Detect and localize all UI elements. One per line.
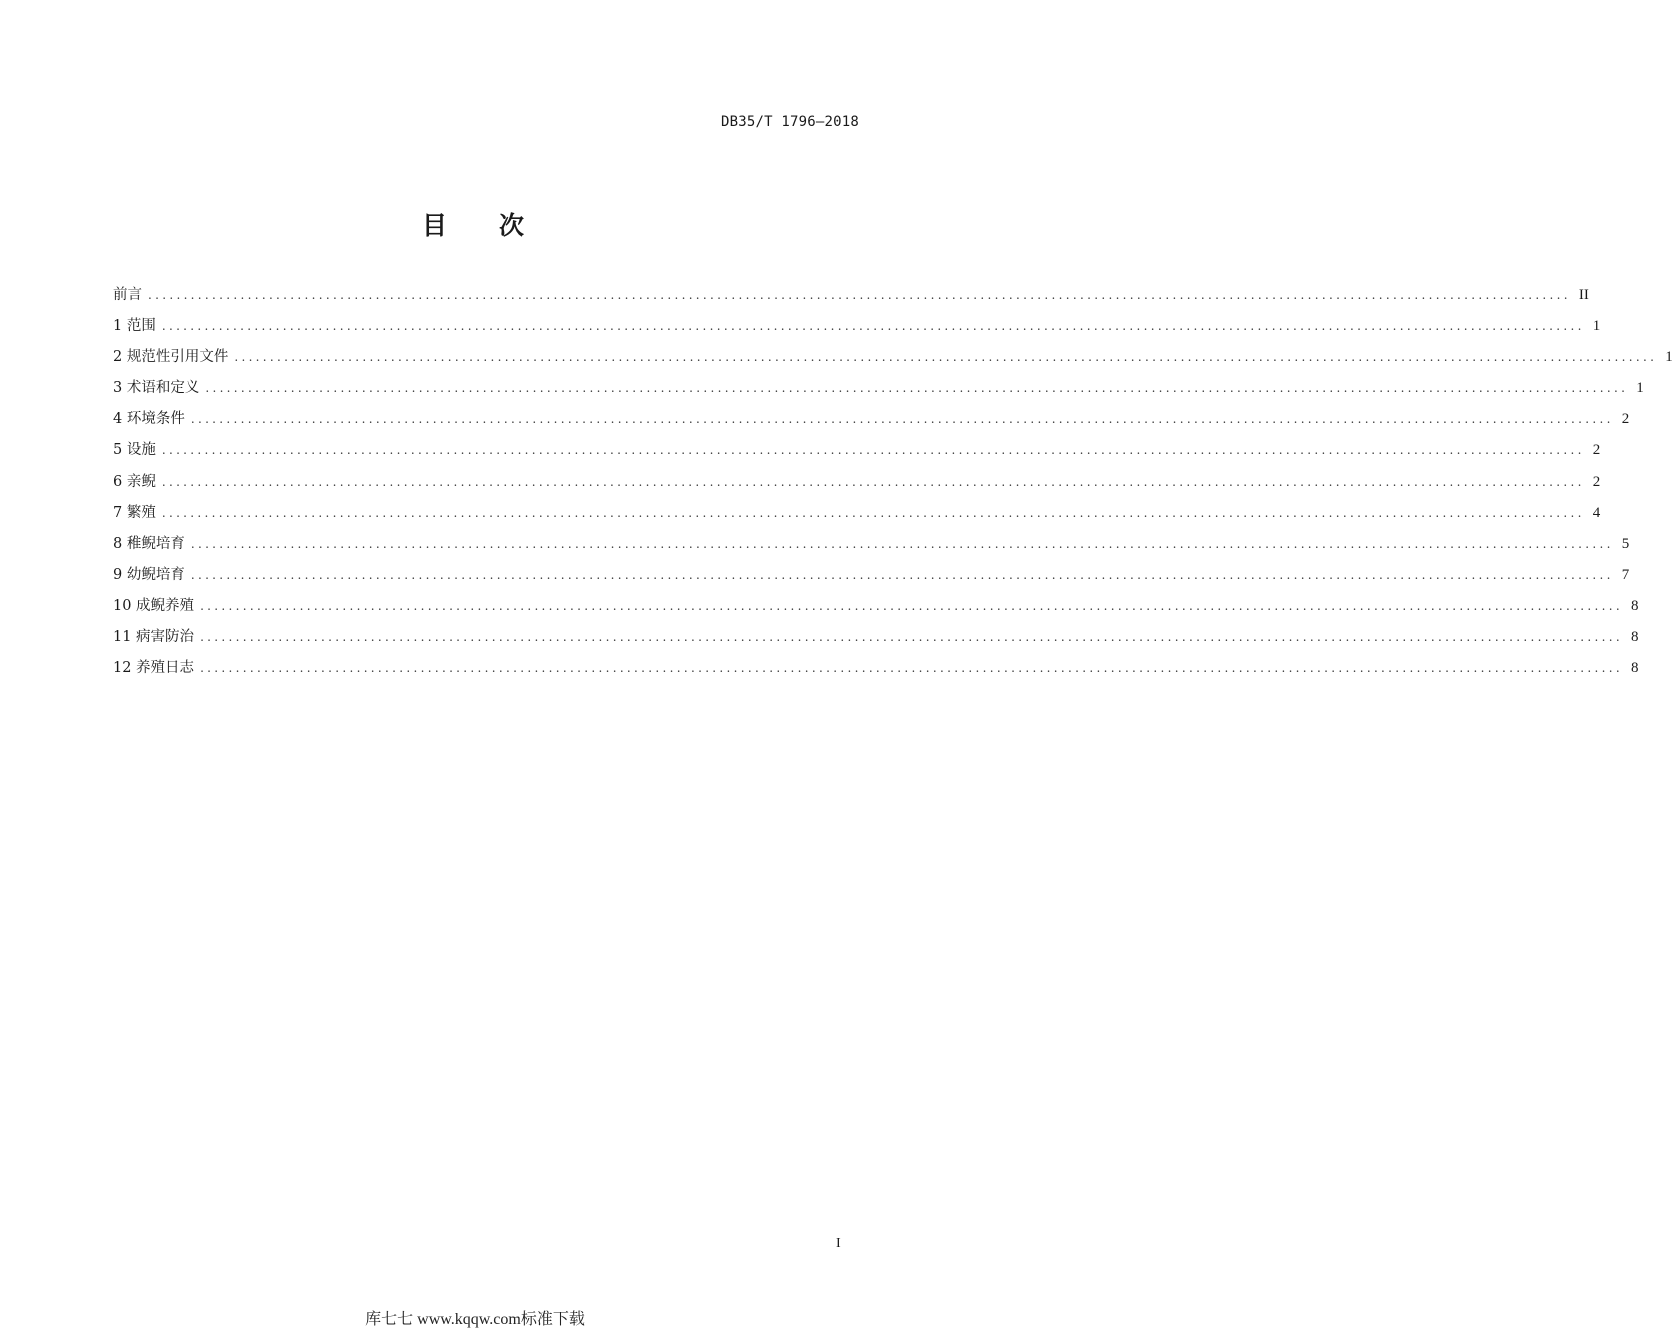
toc-entry-page: 5 bbox=[1621, 535, 1630, 552]
toc-entry-5[interactable] bbox=[113, 438, 1601, 469]
toc-entry-page: 1 bbox=[1636, 380, 1644, 397]
toc-entry-4[interactable] bbox=[113, 407, 1630, 438]
toc-entry-1[interactable] bbox=[113, 314, 1601, 345]
page-number: I bbox=[836, 1236, 841, 1251]
toc-leader-dots: ........................................................................................................................................................................................................ bbox=[200, 630, 1623, 645]
toc-entry-10[interactable] bbox=[113, 594, 1639, 625]
toc-list bbox=[113, 283, 1673, 687]
toc-entry-page: 1 bbox=[1592, 318, 1601, 335]
standard-code: DB35/T 1796—2018 bbox=[720, 114, 859, 130]
toc-leader-dots: ........................................................................................................................................................................................................ bbox=[234, 350, 1658, 365]
toc-entry-label: 11 病害防治 bbox=[113, 629, 195, 646]
toc-entry-label: 7 繁殖 bbox=[113, 504, 156, 521]
toc-leader-dots: ........................................................................................................................................................................................................ bbox=[161, 505, 1585, 520]
toc-entry-page: 4 bbox=[1592, 504, 1601, 521]
toc-entry-11[interactable] bbox=[113, 625, 1639, 656]
toc-entry-3[interactable] bbox=[113, 376, 1644, 407]
toc-entry-foreword[interactable] bbox=[113, 283, 1589, 314]
toc-entry-label: 前言 bbox=[113, 287, 142, 303]
toc-entry-label: 1 范围 bbox=[113, 318, 156, 335]
toc-entry-8[interactable] bbox=[113, 532, 1630, 563]
toc-entry-6[interactable] bbox=[113, 470, 1601, 501]
toc-entry-label: 5 设施 bbox=[113, 442, 156, 459]
toc-entry-page: 1 bbox=[1665, 349, 1673, 366]
toc-entry-page: 8 bbox=[1630, 597, 1639, 614]
toc-entry-label: 3 术语和定义 bbox=[113, 380, 200, 397]
toc-entry-label: 4 环境条件 bbox=[113, 411, 185, 428]
toc-leader-dots: ........................................................................................................................................................................................................ bbox=[200, 598, 1623, 613]
toc-entry-label: 10 成鲵养殖 bbox=[113, 597, 195, 614]
toc-entry-12[interactable] bbox=[113, 656, 1639, 687]
toc-leader-dots: ........................................................................................................................................................................................................ bbox=[148, 288, 1571, 302]
toc-leader-dots: ........................................................................................................................................................................................................ bbox=[161, 319, 1585, 334]
toc-leader-dots: ........................................................................................................................................................................................................ bbox=[190, 536, 1614, 551]
watermark-text: 库七七 www.kqqw.com标准下载 bbox=[365, 1311, 585, 1328]
toc-entry-page: 7 bbox=[1621, 566, 1630, 583]
toc-leader-dots: ........................................................................................................................................................................................................ bbox=[200, 661, 1623, 676]
toc-entry-page: 8 bbox=[1630, 660, 1639, 677]
toc-entry-page: II bbox=[1578, 287, 1589, 303]
toc-entry-page: 2 bbox=[1592, 473, 1601, 490]
toc-entry-page: 8 bbox=[1630, 629, 1639, 646]
toc-entry-page: 2 bbox=[1592, 442, 1601, 459]
toc-entry-page: 2 bbox=[1621, 411, 1630, 428]
toc-entry-7[interactable] bbox=[113, 501, 1601, 532]
toc-entry-label: 8 稚鲵培育 bbox=[113, 535, 185, 552]
toc-entry-9[interactable] bbox=[113, 563, 1630, 594]
toc-leader-dots: ........................................................................................................................................................................................................ bbox=[190, 412, 1614, 427]
toc-leader-dots: ........................................................................................................................................................................................................ bbox=[205, 381, 1629, 396]
toc-leader-dots: ........................................................................................................................................................................................................ bbox=[190, 567, 1614, 582]
toc-entry-label: 9 幼鲵培育 bbox=[113, 566, 185, 583]
toc-entry-label: 6 亲鲵 bbox=[113, 473, 156, 490]
toc-leader-dots: ........................................................................................................................................................................................................ bbox=[161, 474, 1585, 489]
toc-entry-label: 12 养殖日志 bbox=[113, 660, 195, 677]
toc-entry-2[interactable] bbox=[113, 345, 1673, 376]
toc-entry-label: 2 规范性引用文件 bbox=[113, 349, 229, 366]
toc-leader-dots: ........................................................................................................................................................................................................ bbox=[161, 443, 1585, 458]
toc-title: 目次 bbox=[421, 211, 576, 240]
